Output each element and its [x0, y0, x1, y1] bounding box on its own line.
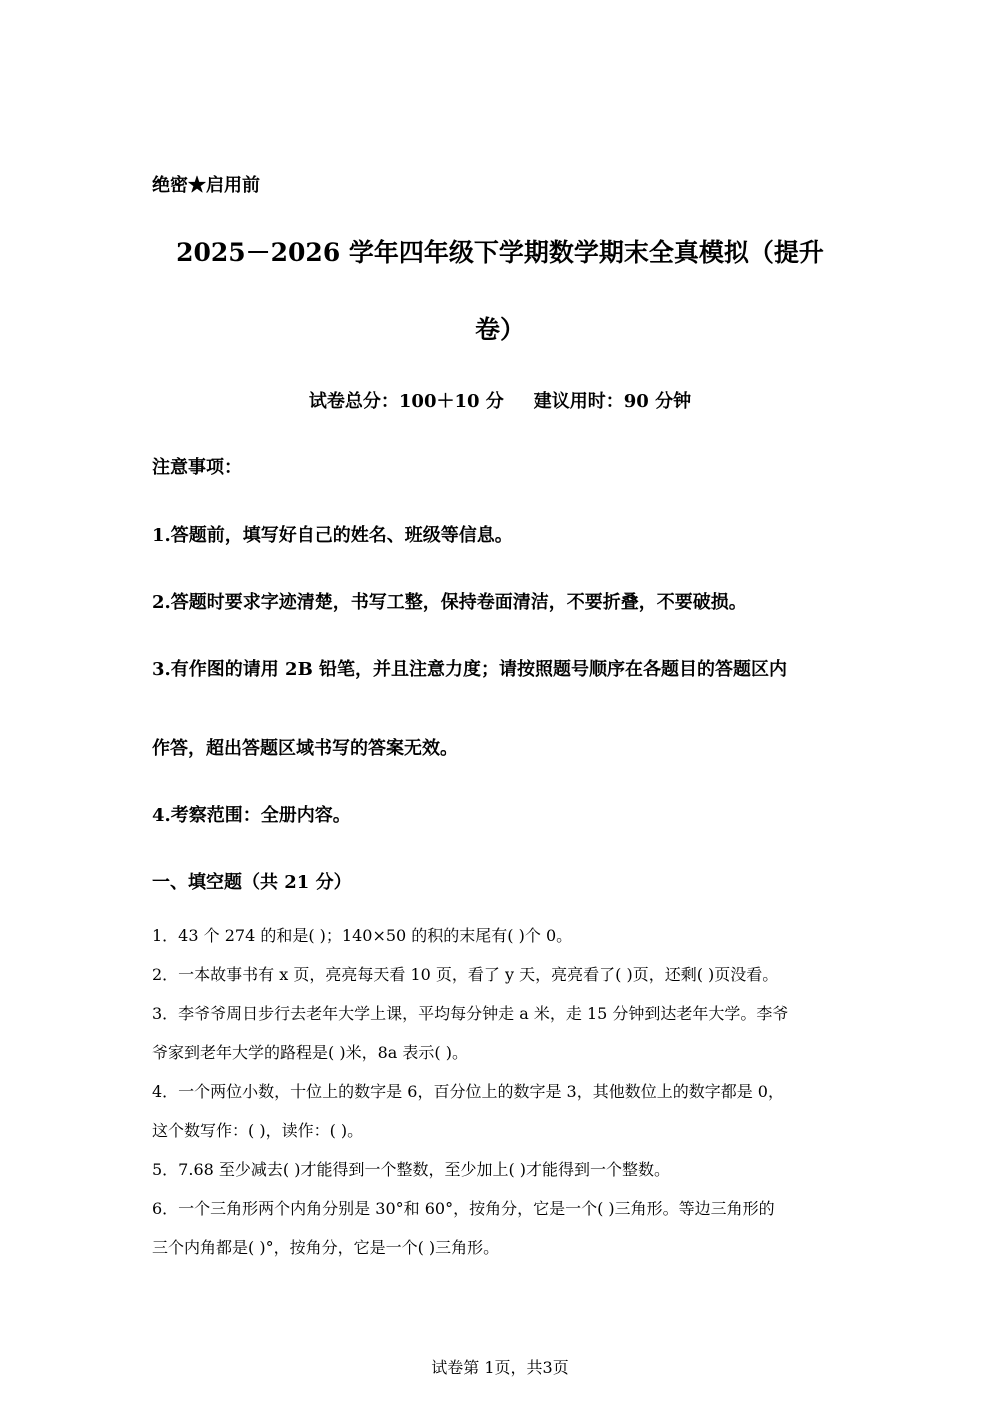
notice-item: 2.答题时要求字迹清楚，书写工整，保持卷面清洁，不要折叠，不要破损。: [152, 592, 747, 613]
notice-item: 1.答题前，填写好自己的姓名、班级等信息。: [152, 525, 513, 546]
page-footer: 试卷第 1页，共3页: [431, 1358, 569, 1377]
question-line: 1．43 个 274 的和是( )；140×50 的积的末尾有( )个 0。: [152, 926, 573, 945]
question-line: 爷家到老年大学的路程是( )米，8a 表示( )。: [152, 1043, 468, 1062]
notice-item: 作答，超出答题区域书写的答案无效。: [152, 738, 458, 759]
notice-heading: 注意事项：: [152, 457, 242, 478]
question-line: 三个内角都是( )°，按角分，它是一个( )三角形。: [152, 1238, 500, 1257]
suggested-time: 建议用时：90 分钟: [533, 391, 692, 412]
question-line: 2．一本故事书有 x 页，亮亮每天看 10 页，看了 y 天，亮亮看了( )页，还剩( )页没看。: [152, 965, 779, 984]
question-line: 6．一个三角形两个内角分别是 30°和 60°，按角分，它是一个( )三角形。等边三角形的: [152, 1199, 775, 1218]
notice-item: 3.有作图的请用 2B 铅笔，并且注意力度；请按照题号顺序在各题目的答题区内: [152, 659, 788, 680]
notice-item: 4.考察范围：全册内容。: [152, 805, 351, 826]
question-line: 5．7.68 至少减去( )才能得到一个整数，至少加上( )才能得到一个整数。: [152, 1160, 671, 1179]
exam-meta: [100, 390, 900, 414]
question-line: 这个数写作：( )，读作：( )。: [152, 1121, 364, 1140]
exam-title-line-1: 2025－2026 学年四年级下学期数学期末全真模拟（提升: [176, 238, 824, 267]
question-line: 3．李爷爷周日步行去老年大学上课，平均每分钟走 a 米，走 15 分钟到达老年大学。李爷: [152, 1004, 789, 1023]
total-score: 试卷总分：100＋10 分: [308, 391, 504, 412]
exam-title-line-2: 卷）: [474, 315, 525, 344]
section-heading: 一、填空题（共 21 分）: [152, 872, 352, 893]
question-line: 4．一个两位小数，十位上的数字是 6，百分位上的数字是 3，其他数位上的数字都是 0，: [152, 1082, 784, 1101]
confidential-label: 绝密★启用前: [152, 175, 260, 196]
